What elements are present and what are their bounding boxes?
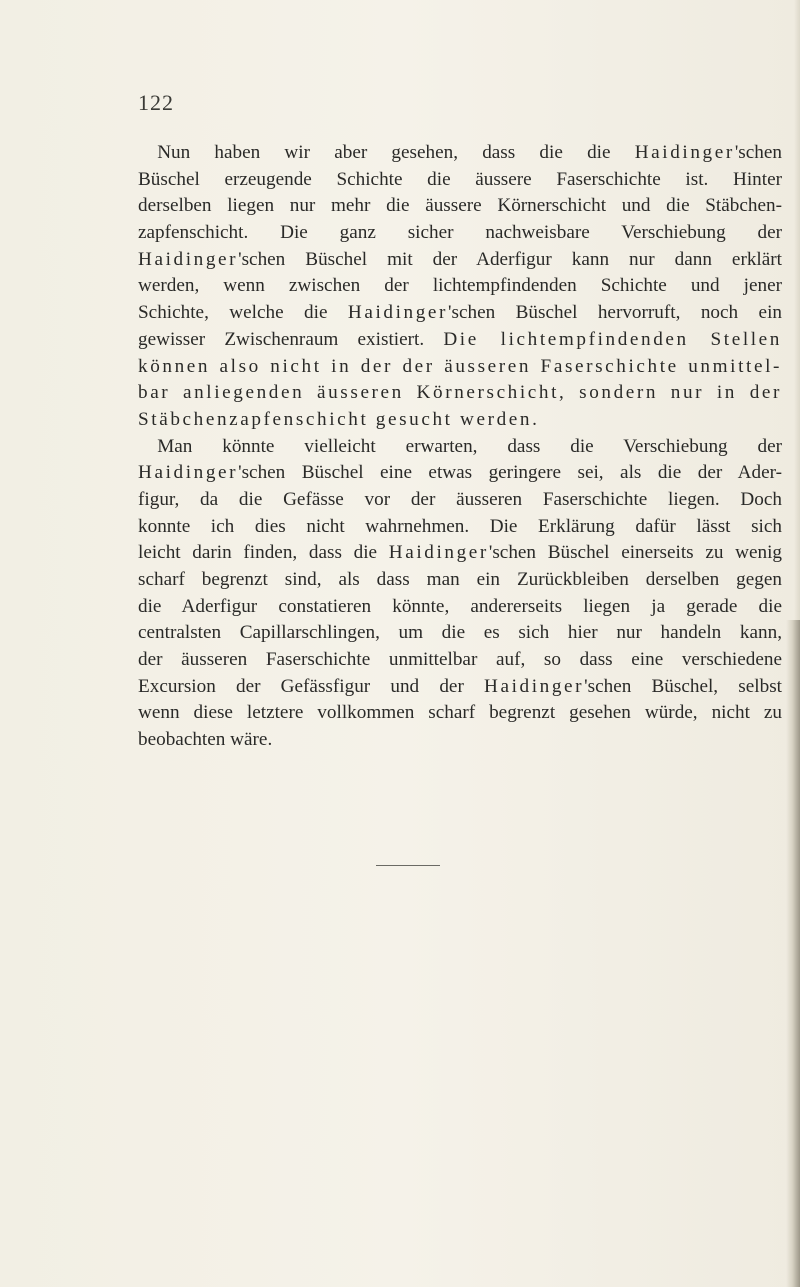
text-line xyxy=(138,620,782,647)
text-segment: wenn diese letztere vollkommen scharf begrenzt gesehen würde, nicht zu xyxy=(138,702,782,724)
spaced-text-segment: Haidinger xyxy=(347,302,449,324)
text-segment: Schichte, welche die xyxy=(138,302,348,324)
text-line xyxy=(138,674,782,701)
spaced-text-segment: Haidinger xyxy=(484,675,585,697)
text-line xyxy=(138,514,782,541)
text-segment: scharf begrenzt sind, als dass man ein Zurückbleiben derselben gegen xyxy=(138,569,782,590)
text-line xyxy=(138,354,782,381)
text-line xyxy=(138,540,782,567)
text-segment: der äusseren Faserschichte unmittelbar auf, so dass eine verschiedene xyxy=(138,649,782,671)
text-segment: beobachten wäre. xyxy=(138,729,273,751)
text-line xyxy=(138,327,782,354)
paragraph xyxy=(138,140,782,434)
page-edge-shadow-top xyxy=(794,0,800,620)
text-line xyxy=(138,594,782,621)
text-line xyxy=(138,300,782,327)
text-segment: figur, da die Gefässe vor der äusseren Faserschichte liegen. Doch xyxy=(138,488,782,510)
paragraph xyxy=(138,434,782,754)
text-line xyxy=(138,460,782,487)
text-segment: konnte ich dies nicht wahrnehmen. Die Erklärung dafür lässt sich xyxy=(138,515,782,537)
text-segment: 'schen Büschel einerseits zu wenig xyxy=(488,542,783,564)
text-segment: 'schen xyxy=(734,142,782,163)
text-line xyxy=(138,247,782,274)
text-line xyxy=(138,700,782,727)
text-line xyxy=(138,407,782,434)
text-line xyxy=(138,220,782,247)
spaced-text-segment: bar anliegenden äusseren Körnerschicht, sondern nur in der xyxy=(138,382,782,404)
text-segment: Nun haben wir aber gesehen, dass die die xyxy=(138,142,635,163)
text-segment: Büschel erzeugende Schichte die äussere Faserschichte ist. Hinter xyxy=(138,168,782,190)
text-segment: 'schen Büschel hervorruft, noch ein xyxy=(448,302,782,324)
spaced-text-segment: Haidinger xyxy=(138,462,239,484)
text-line xyxy=(138,434,782,461)
page-edge-shadow xyxy=(786,620,800,1287)
text-line xyxy=(138,647,782,674)
text-segment: 'schen Büschel mit der Aderfigur kann nur dann erklärt xyxy=(238,248,782,270)
page-number: 122 xyxy=(138,90,174,115)
text-segment: 'schen Büschel eine etwas geringere sei, als die der Ader- xyxy=(238,462,782,484)
spaced-text-segment: Haidinger xyxy=(388,542,489,564)
spaced-text-segment: Haidinger xyxy=(138,248,239,270)
text-segment: gewisser Zwischenraum existiert. xyxy=(138,328,444,350)
text-segment: werden, wenn zwischen der lichtempfindenden Schichte und jener xyxy=(138,275,782,297)
spaced-text-segment: können also nicht in der der äusseren Faserschichte unmittel- xyxy=(138,355,782,377)
text-segment: Man könnte vielleicht erwarten, dass die Verschiebung der xyxy=(138,435,782,457)
spaced-text-segment: Haidinger xyxy=(634,142,735,163)
spaced-text-segment: Stäbchenzapfenschicht gesucht werden. xyxy=(138,408,540,430)
text-segment: zapfenschicht. Die ganz sicher nachweisbare Verschiebung der xyxy=(138,222,782,244)
text-segment: leicht darin finden, dass die xyxy=(138,542,389,564)
body-text xyxy=(138,140,782,754)
text-segment: Excursion der Gefässfigur und der xyxy=(138,675,485,697)
text-segment: centralsten Capillarschlingen, um die es sich hier nur handeln kann, xyxy=(138,622,782,644)
text-line xyxy=(138,167,782,194)
section-separator-rule xyxy=(376,865,440,866)
text-segment: die Aderfigur constatieren könnte, andererseits liegen ja gerade die xyxy=(138,595,782,617)
spaced-text-segment: Die lichtempfindenden Stellen xyxy=(443,328,782,350)
text-line xyxy=(138,727,782,754)
text-line xyxy=(138,380,782,407)
text-line xyxy=(138,140,782,167)
text-line xyxy=(138,193,782,220)
text-segment: derselben liegen nur mehr die äussere Körnerschicht und die Stäbchen- xyxy=(138,195,782,217)
text-line xyxy=(138,273,782,300)
text-line xyxy=(138,567,782,594)
text-segment: 'schen Büschel, selbst xyxy=(584,675,782,697)
text-line xyxy=(138,487,782,514)
